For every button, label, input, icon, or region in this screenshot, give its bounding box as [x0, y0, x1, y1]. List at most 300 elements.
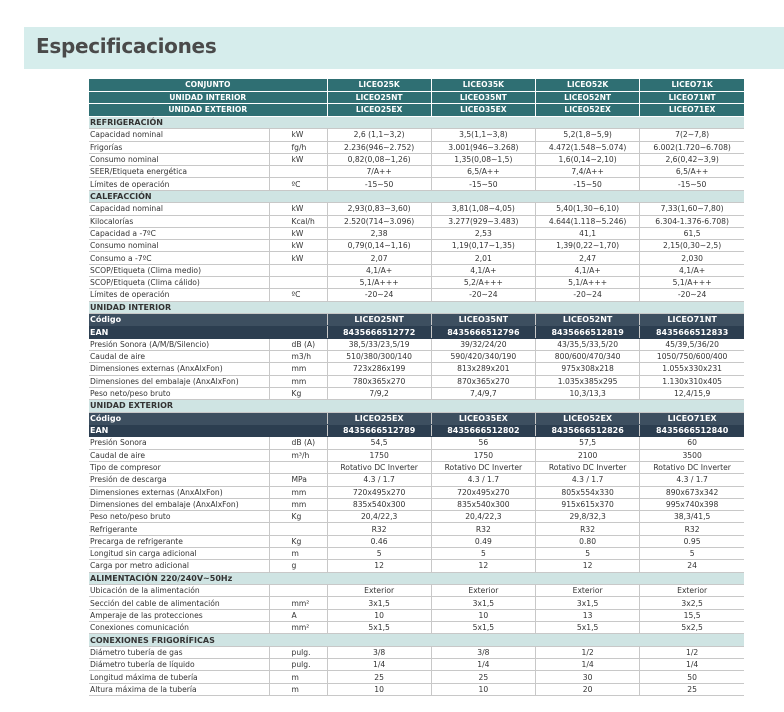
spec-value: 1,6(0,14~2,10) — [536, 153, 640, 165]
section-title: UNIDAD EXTERIOR — [89, 400, 744, 413]
spec-value: 1.035x385x295 — [536, 375, 640, 387]
codigo-row-label: Código — [89, 412, 327, 424]
spec-table-body — [89, 79, 744, 695]
spec-value: 2,15(0,30~2,5) — [640, 240, 744, 252]
section-header — [89, 572, 744, 585]
spec-unit: pulg. — [269, 646, 327, 658]
spec-value: 3x1,5 — [431, 597, 535, 609]
spec-value: 2.520(714~3.096) — [327, 215, 431, 227]
spec-value: 3x1,5 — [327, 597, 431, 609]
codigo-row — [89, 314, 744, 326]
spec-value: 10 — [431, 683, 535, 695]
ean-row-value: 8435666512840 — [640, 425, 744, 437]
spec-row — [89, 597, 744, 609]
spec-value: 1750 — [327, 449, 431, 461]
section-header — [89, 301, 744, 314]
spec-value: 2.236(946~2.752) — [327, 141, 431, 153]
spec-value: 10 — [327, 683, 431, 695]
spec-value: 870x365x270 — [431, 375, 535, 387]
spec-value: 61,5 — [640, 227, 744, 239]
spec-unit: MPa — [269, 474, 327, 486]
spec-value: 5 — [327, 547, 431, 559]
spec-row — [89, 178, 744, 190]
spec-row — [89, 375, 744, 387]
spec-unit: mm — [269, 363, 327, 375]
spec-value: 4.3 / 1.7 — [536, 474, 640, 486]
spec-label: Consumo nominal — [89, 240, 269, 252]
spec-value: 15,5 — [640, 609, 744, 621]
spec-row — [89, 141, 744, 153]
header-model: LICEO25EX — [327, 104, 431, 117]
spec-value: 915x615x370 — [536, 498, 640, 510]
spec-row — [89, 585, 744, 597]
header-label: UNIDAD EXTERIOR — [89, 104, 327, 117]
spec-label: Dimensiones externas (AnxAlxFon) — [89, 486, 269, 498]
spec-value: 2,030 — [640, 252, 744, 264]
spec-value: 720x495x270 — [431, 486, 535, 498]
codigo-row-value: LICEO52NT — [536, 314, 640, 326]
spec-value: 3.277(929~3.483) — [431, 215, 535, 227]
spec-value: 3,5(1,1~3,8) — [431, 129, 535, 141]
spec-value: 813x289x201 — [431, 363, 535, 375]
spec-value: 0.80 — [536, 535, 640, 547]
spec-unit — [269, 461, 327, 473]
section-header — [89, 190, 744, 203]
spec-value: -15~50 — [327, 178, 431, 190]
spec-row — [89, 338, 744, 350]
spec-row — [89, 227, 744, 239]
spec-value: 1/2 — [640, 646, 744, 658]
spec-unit: kW — [269, 153, 327, 165]
spec-value: 0.95 — [640, 535, 744, 547]
spec-value: 2,93(0,83~3,60) — [327, 203, 431, 215]
spec-value: 5,1/A+++ — [640, 277, 744, 289]
spec-unit: dB (A) — [269, 338, 327, 350]
codigo-row-value: LICEO25EX — [327, 412, 431, 424]
spec-value: 2,53 — [431, 227, 535, 239]
section-title: ALIMENTACIÓN 220/240V~50Hz — [89, 572, 744, 585]
spec-unit — [269, 277, 327, 289]
spec-label: Kilocalorías — [89, 215, 269, 227]
spec-value: 1,39(0,22~1,70) — [536, 240, 640, 252]
spec-value: 57,5 — [536, 437, 640, 449]
spec-value: Rotativo DC Inverter — [327, 461, 431, 473]
spec-unit: mm — [269, 486, 327, 498]
spec-value: 41,1 — [536, 227, 640, 239]
spec-row — [89, 166, 744, 178]
spec-label: Frigorías — [89, 141, 269, 153]
spec-row — [89, 277, 744, 289]
spec-label: Amperaje de las protecciones — [89, 609, 269, 621]
spec-row — [89, 609, 744, 621]
spec-label: Caudal de aire — [89, 449, 269, 461]
spec-label: Altura máxima de la tubería — [89, 683, 269, 695]
spec-value: 1/4 — [431, 659, 535, 671]
spec-label: Límites de operación — [89, 289, 269, 301]
spec-row — [89, 683, 744, 695]
spec-value: 6,5/A++ — [431, 166, 535, 178]
spec-value: 13 — [536, 609, 640, 621]
ean-row-value: 8435666512819 — [536, 326, 640, 338]
ean-row — [89, 425, 744, 437]
spec-value: 2,01 — [431, 252, 535, 264]
spec-value: 800/600/470/340 — [536, 351, 640, 363]
spec-label: Tipo de compresor — [89, 461, 269, 473]
header-row — [89, 91, 744, 104]
spec-value: Rotativo DC Inverter — [640, 461, 744, 473]
spec-value: 7,4/9,7 — [431, 387, 535, 399]
codigo-row-value: LICEO35EX — [431, 412, 535, 424]
spec-value: 50 — [640, 671, 744, 683]
spec-value: 2,6 (1,1~3,2) — [327, 129, 431, 141]
spec-unit: m3/h — [269, 351, 327, 363]
header-model: LICEO25K — [327, 79, 431, 91]
spec-value: 2,38 — [327, 227, 431, 239]
spec-value: 5x1,5 — [431, 621, 535, 633]
codigo-row-label: Código — [89, 314, 327, 326]
spec-value: 720x495x270 — [327, 486, 431, 498]
spec-label: Dimensiones del embalaje (AnxAlxFon) — [89, 375, 269, 387]
spec-value: -20~24 — [431, 289, 535, 301]
spec-value: 835x540x300 — [327, 498, 431, 510]
spec-value: 3/8 — [327, 646, 431, 658]
spec-value: 7/9,2 — [327, 387, 431, 399]
spec-unit: m — [269, 671, 327, 683]
spec-value: 3.001(946~3.268) — [431, 141, 535, 153]
spec-value: 3x1,5 — [536, 597, 640, 609]
spec-row — [89, 671, 744, 683]
spec-value: 20 — [536, 683, 640, 695]
spec-value: 805x554x330 — [536, 486, 640, 498]
spec-unit — [269, 166, 327, 178]
spec-value: 43/35,5/33,5/20 — [536, 338, 640, 350]
spec-row — [89, 153, 744, 165]
spec-label: Precarga de refrigerante — [89, 535, 269, 547]
spec-value: 6,5/A++ — [640, 166, 744, 178]
spec-value: 0.49 — [431, 535, 535, 547]
spec-value: 6.002(1.720~6.708) — [640, 141, 744, 153]
spec-value: 4.3 / 1.7 — [431, 474, 535, 486]
header-model: LICEO25NT — [327, 91, 431, 104]
spec-value: 1/4 — [536, 659, 640, 671]
spec-unit — [269, 264, 327, 276]
spec-value: 835x540x300 — [431, 498, 535, 510]
spec-value: R32 — [640, 523, 744, 535]
spec-value: 5,2(1,8~5,9) — [536, 129, 640, 141]
spec-value: 1050/750/600/400 — [640, 351, 744, 363]
spec-row — [89, 659, 744, 671]
spec-unit: mm — [269, 498, 327, 510]
spec-label: Consumo nominal — [89, 153, 269, 165]
spec-value: 25 — [431, 671, 535, 683]
spec-value: 45/39,5/36/20 — [640, 338, 744, 350]
spec-value: 10 — [431, 609, 535, 621]
codigo-row-value: LICEO25NT — [327, 314, 431, 326]
spec-value: Rotativo DC Inverter — [431, 461, 535, 473]
spec-value: Exterior — [431, 585, 535, 597]
spec-unit: fg/h — [269, 141, 327, 153]
spec-value: 20,4/22,3 — [327, 511, 431, 523]
spec-value: 3,81(1,08~4,05) — [431, 203, 535, 215]
spec-value: 3/8 — [431, 646, 535, 658]
spec-row — [89, 511, 744, 523]
spec-value: Rotativo DC Inverter — [536, 461, 640, 473]
spec-value: 12 — [536, 560, 640, 572]
spec-value: 25 — [640, 683, 744, 695]
spec-label: Dimensiones externas (AnxAlxFon) — [89, 363, 269, 375]
spec-unit: kW — [269, 129, 327, 141]
spec-value: 10,3/13,3 — [536, 387, 640, 399]
spec-value: 7(2~7,8) — [640, 129, 744, 141]
spec-unit: dB (A) — [269, 437, 327, 449]
spec-row — [89, 449, 744, 461]
spec-value: 4.3 / 1.7 — [327, 474, 431, 486]
spec-unit: Kg — [269, 387, 327, 399]
spec-value: Exterior — [640, 585, 744, 597]
ean-row-label: EAN — [89, 425, 327, 437]
spec-value: 54,5 — [327, 437, 431, 449]
spec-value: R32 — [431, 523, 535, 535]
spec-value: 6.304-1.376-6.708) — [640, 215, 744, 227]
spec-row — [89, 129, 744, 141]
codigo-row-value: LICEO71NT — [640, 314, 744, 326]
spec-label: Capacidad nominal — [89, 129, 269, 141]
header-model: LICEO52EX — [536, 104, 640, 117]
spec-label: Consumo a -7ºC — [89, 252, 269, 264]
spec-value: 56 — [431, 437, 535, 449]
spec-value: 5 — [640, 547, 744, 559]
spec-table — [89, 79, 744, 696]
spec-label: Sección del cable de alimentación — [89, 597, 269, 609]
spec-unit: ºC — [269, 289, 327, 301]
header-model: LICEO35NT — [431, 91, 535, 104]
ean-row-value: 8435666512802 — [431, 425, 535, 437]
spec-unit: ºC — [269, 178, 327, 190]
spec-value: 975x308x218 — [536, 363, 640, 375]
header-model: LICEO71NT — [640, 91, 744, 104]
spec-label: Presión Sonora (A/M/B/Silencio) — [89, 338, 269, 350]
codigo-row-value: LICEO52EX — [536, 412, 640, 424]
spec-value: 995x740x398 — [640, 498, 744, 510]
spec-row — [89, 498, 744, 510]
spec-value: 1750 — [431, 449, 535, 461]
ean-row-value: 8435666512796 — [431, 326, 535, 338]
header-model: LICEO35K — [431, 79, 535, 91]
spec-value: 5 — [536, 547, 640, 559]
spec-value: 20,4/22,3 — [431, 511, 535, 523]
spec-unit: kW — [269, 203, 327, 215]
spec-value: 2,07 — [327, 252, 431, 264]
spec-row — [89, 203, 744, 215]
spec-row — [89, 387, 744, 399]
section-title: CALEFACCIÓN — [89, 190, 744, 203]
spec-row — [89, 437, 744, 449]
spec-value: 5 — [431, 547, 535, 559]
spec-value: 30 — [536, 671, 640, 683]
spec-label: SCOP/Etiqueta (Clima cálido) — [89, 277, 269, 289]
spec-value: 12 — [431, 560, 535, 572]
spec-value: 29,8/32,3 — [536, 511, 640, 523]
spec-label: Peso neto/peso bruto — [89, 387, 269, 399]
spec-value: 5,1/A+++ — [327, 277, 431, 289]
spec-label: Ubicación de la alimentación — [89, 585, 269, 597]
ean-row-value: 8435666512833 — [640, 326, 744, 338]
spec-label: Dimensiones del embalaje (AnxAlxFon) — [89, 498, 269, 510]
spec-unit: mm² — [269, 597, 327, 609]
spec-value: -15~50 — [640, 178, 744, 190]
spec-value: 3x2,5 — [640, 597, 744, 609]
header-model: LICEO52K — [536, 79, 640, 91]
ean-row — [89, 326, 744, 338]
spec-value: 1/4 — [327, 659, 431, 671]
spec-unit: m — [269, 683, 327, 695]
spec-value: 2100 — [536, 449, 640, 461]
spec-value: 4.644(1.118~5.246) — [536, 215, 640, 227]
spec-value: 12,4/15,9 — [640, 387, 744, 399]
spec-label: Diámetro tubería de líquido — [89, 659, 269, 671]
spec-value: 890x673x342 — [640, 486, 744, 498]
spec-row — [89, 363, 744, 375]
spec-value: 0.46 — [327, 535, 431, 547]
section-title: UNIDAD INTERIOR — [89, 301, 744, 314]
spec-row — [89, 486, 744, 498]
header-label: CONJUNTO — [89, 79, 327, 91]
spec-label: Capacidad a -7ºC — [89, 227, 269, 239]
spec-value: Exterior — [327, 585, 431, 597]
spec-value: 39/32/24/20 — [431, 338, 535, 350]
spec-unit: m³/h — [269, 449, 327, 461]
spec-value: 1.130x310x405 — [640, 375, 744, 387]
spec-label: Capacidad nominal — [89, 203, 269, 215]
ean-row-value: 8435666512772 — [327, 326, 431, 338]
spec-value: 3500 — [640, 449, 744, 461]
spec-value: 1.055x330x231 — [640, 363, 744, 375]
header-row — [89, 79, 744, 91]
title-bar — [24, 27, 784, 69]
spec-value: 4.3 / 1.7 — [640, 474, 744, 486]
spec-value: 5x1,5 — [536, 621, 640, 633]
spec-unit: Kcal/h — [269, 215, 327, 227]
spec-value: 4,1/A+ — [327, 264, 431, 276]
spec-label: Longitud máxima de tubería — [89, 671, 269, 683]
spec-value: 0,79(0,14~1,16) — [327, 240, 431, 252]
spec-label: Longitud sin carga adicional — [89, 547, 269, 559]
spec-value: 780x365x270 — [327, 375, 431, 387]
spec-value: -15~50 — [431, 178, 535, 190]
spec-label: Diámetro tubería de gas — [89, 646, 269, 658]
spec-label: Caudal de aire — [89, 351, 269, 363]
spec-row — [89, 461, 744, 473]
codigo-row-value: LICEO35NT — [431, 314, 535, 326]
spec-label: Conexiones comunicación — [89, 621, 269, 633]
spec-label: Carga por metro adicional — [89, 560, 269, 572]
spec-row — [89, 351, 744, 363]
spec-value: -20~24 — [327, 289, 431, 301]
spec-unit: m — [269, 547, 327, 559]
spec-unit: kW — [269, 252, 327, 264]
spec-value: R32 — [536, 523, 640, 535]
spec-label: Presión Sonora — [89, 437, 269, 449]
spec-row — [89, 523, 744, 535]
spec-label: Refrigerante — [89, 523, 269, 535]
spec-row — [89, 240, 744, 252]
codigo-row-value: LICEO71EX — [640, 412, 744, 424]
codigo-row — [89, 412, 744, 424]
spec-label: Límites de operación — [89, 178, 269, 190]
spec-value: 60 — [640, 437, 744, 449]
spec-value: -15~50 — [536, 178, 640, 190]
header-model: LICEO35EX — [431, 104, 535, 117]
spec-value: 7/A++ — [327, 166, 431, 178]
section-title: REFRIGERACIÓN — [89, 116, 744, 129]
spec-row — [89, 474, 744, 486]
spec-value: 38,5/33/23,5/19 — [327, 338, 431, 350]
spec-value: 4,1/A+ — [640, 264, 744, 276]
spec-unit: Kg — [269, 511, 327, 523]
spec-unit: Kg — [269, 535, 327, 547]
spec-row — [89, 646, 744, 658]
spec-value: 24 — [640, 560, 744, 572]
spec-row — [89, 621, 744, 633]
spec-row — [89, 252, 744, 264]
spec-value: -20~24 — [640, 289, 744, 301]
spec-row — [89, 547, 744, 559]
ean-row-value: 8435666512789 — [327, 425, 431, 437]
ean-row-label: EAN — [89, 326, 327, 338]
ean-row-value: 8435666512826 — [536, 425, 640, 437]
header-model: LICEO52NT — [536, 91, 640, 104]
spec-value: Exterior — [536, 585, 640, 597]
spec-value: 38,3/41,5 — [640, 511, 744, 523]
spec-value: 723x286x199 — [327, 363, 431, 375]
spec-row — [89, 264, 744, 276]
header-model: LICEO71K — [640, 79, 744, 91]
spec-unit — [269, 585, 327, 597]
spec-unit: A — [269, 609, 327, 621]
spec-value: 590/420/340/190 — [431, 351, 535, 363]
spec-value: 10 — [327, 609, 431, 621]
spec-value: 2,47 — [536, 252, 640, 264]
spec-unit: g — [269, 560, 327, 572]
spec-unit — [269, 523, 327, 535]
spec-value: -20~24 — [536, 289, 640, 301]
spec-row — [89, 535, 744, 547]
spec-value: 25 — [327, 671, 431, 683]
section-header — [89, 634, 744, 647]
spec-value: 4.472(1.548~5.074) — [536, 141, 640, 153]
spec-value: 5x2,5 — [640, 621, 744, 633]
spec-value: 1/2 — [536, 646, 640, 658]
spec-row — [89, 215, 744, 227]
section-title: CONEXIONES FRIGORÍFICAS — [89, 634, 744, 647]
spec-value: 5,40(1,30~6,10) — [536, 203, 640, 215]
spec-value: 5,1/A+++ — [536, 277, 640, 289]
spec-unit: pulg. — [269, 659, 327, 671]
spec-value: 4,1/A+ — [536, 264, 640, 276]
spec-value: 7,33(1,60~7,80) — [640, 203, 744, 215]
spec-value: 1/4 — [640, 659, 744, 671]
spec-value: 4,1/A+ — [431, 264, 535, 276]
spec-label: Presión de descarga — [89, 474, 269, 486]
header-label: UNIDAD INTERIOR — [89, 91, 327, 104]
spec-value: 0,82(0,08~1,26) — [327, 153, 431, 165]
spec-value: 1,19(0,17~1,35) — [431, 240, 535, 252]
spec-value: 1,35(0,08~1,5) — [431, 153, 535, 165]
spec-value: 510/380/300/140 — [327, 351, 431, 363]
spec-row — [89, 289, 744, 301]
spec-row — [89, 560, 744, 572]
spec-label: SCOP/Etiqueta (Clima medio) — [89, 264, 269, 276]
